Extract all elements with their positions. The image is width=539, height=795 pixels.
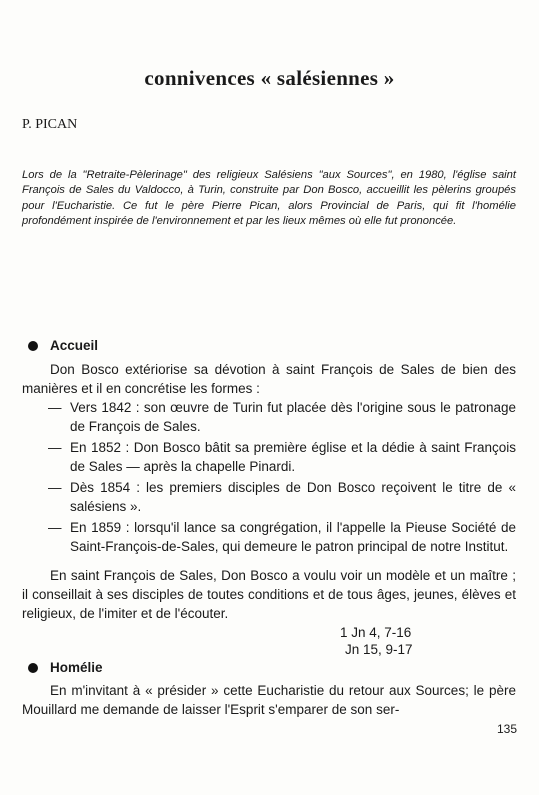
homelie-paragraph xyxy=(22,682,516,720)
list-item-text: En 1852 : Don Bosco bâtit sa première église et la dédie à saint François de Sales — après la chapelle Pinardi. xyxy=(70,440,516,474)
bullet-icon xyxy=(28,663,38,673)
section-heading-label: Homélie xyxy=(50,660,103,675)
list-item-text: En 1859 : lorsqu'il lance sa congrégation, il l'appelle la Pieuse Société de Saint-François-de-Sales, qui demeure le patron principal de notre Institut. xyxy=(70,520,516,555)
page-number: 135 xyxy=(496,722,517,736)
scripture-reference-2: Jn 15, 9-17 xyxy=(345,642,413,657)
list-item: — En 1852 : Don Bosco bâtit sa première église et la dédie à saint François de Sales — après la chapelle Pinardi. xyxy=(48,439,516,477)
list-item-text: Vers 1842 : son œuvre de Turin fut placée dès l'origine sous le patronage de François de Sales. xyxy=(70,400,516,434)
accueil-paragraph-2 xyxy=(22,567,516,623)
list-item: — En 1859 : lorsqu'il lance sa congrégation, il l'appelle la Pieuse Société de Saint-François-de-Sales, qui demeure le patron principal de notre Institut. xyxy=(48,519,516,557)
intro-paragraph: Lors de la "Retraite-Pèlerinage" des religieux Salésiens "aux Sources", en 1980, l'église saint François de Sales du Valdocco, à Turin, construite par Don Bosco, accueillit les pèlerins groupés pour l'Eucharistie. Ce fut le père Pierre Pican, alors Provincial de Paris, qui fit l'homélie profondément inspirée de l'environnement et par les lieux mêmes où elle fut prononcée. xyxy=(22,169,516,227)
paragraph-text: En saint François de Sales, Don Bosco a voulu voir un modèle et un maître ; il conseillait à ses disciples de toutes conditions et de tous âges, jeunes, élèves et religieux, de l'imiter et de l'écouter. xyxy=(22,568,516,621)
list-item: — Vers 1842 : son œuvre de Turin fut placée dès l'origine sous le patronage de François de Sales. xyxy=(48,399,516,437)
paragraph-text: Don Bosco extériorise sa dévotion à saint François de Sales de bien des manières et il en concrétise les formes : xyxy=(22,362,516,396)
section-heading-accueil xyxy=(28,338,98,353)
section-heading-label: Accueil xyxy=(50,338,99,353)
author-name: P. PICAN xyxy=(22,117,78,132)
accueil-paragraph xyxy=(22,361,516,399)
bullet-icon xyxy=(28,341,38,351)
list-item-text: Dès 1854 : les premiers disciples de Don Bosco reçoivent le titre de « salésiens ». xyxy=(70,480,516,514)
section-heading-homelie xyxy=(28,660,103,675)
list-item: — Dès 1854 : les premiers disciples de Don Bosco reçoivent le titre de « salésiens ». xyxy=(48,479,516,517)
scripture-reference-1: 1 Jn 4, 7-16 xyxy=(340,625,412,640)
article-title: connivences « salésiennes » xyxy=(144,66,395,90)
history-list xyxy=(48,399,516,559)
paragraph-text: En m'invitant à « présider » cette Eucharistie du retour aux Sources; le père Mouillard me demande de laisser l'Esprit s'emparer de son ser- xyxy=(22,683,516,717)
